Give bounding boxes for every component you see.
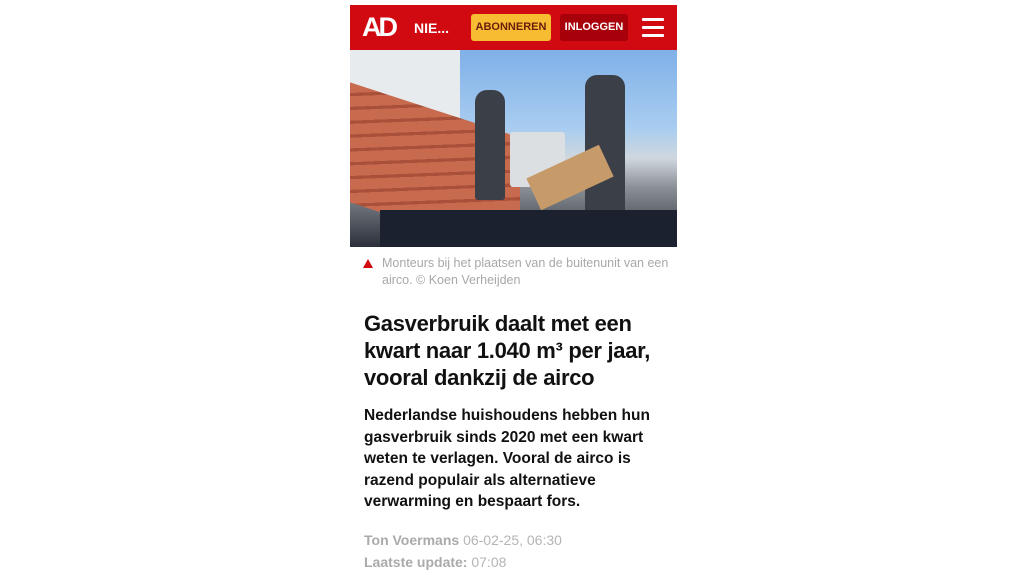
lede: Nederlandse huishoudens hebben hun gasverbruik sinds 2020 met een kwart weten te verlagen. Vooral de airco is razend populair als alternatieve verwarming en bespaart fors. xyxy=(364,407,650,510)
section-title[interactable]: NIE... xyxy=(414,20,450,36)
article-page xyxy=(350,5,677,573)
site-header xyxy=(350,5,677,50)
author[interactable]: Ton Voermans xyxy=(364,531,460,548)
update-label: Laatste update: xyxy=(364,553,468,570)
byline xyxy=(364,529,663,573)
update-time: 07:08 xyxy=(471,553,507,570)
subscribe-button[interactable]: ABONNEREN xyxy=(471,14,551,41)
headline: Gasverbruik daalt met een kwart naar 1.040 m³ per jaar, vooral dankzij de airco xyxy=(364,311,651,390)
article-photo xyxy=(350,50,677,247)
ad-logo[interactable]: AD xyxy=(362,12,395,42)
publish-date: 06-02-25, 06:30 xyxy=(463,531,562,548)
caption-triangle-icon xyxy=(363,259,373,268)
hamburger-icon[interactable] xyxy=(642,18,664,38)
login-button[interactable]: INLOGGEN xyxy=(560,14,628,41)
photo-caption: Monteurs bij het plaatsen van de buitenunit van een airco. © Koen Verheijden xyxy=(350,255,677,289)
